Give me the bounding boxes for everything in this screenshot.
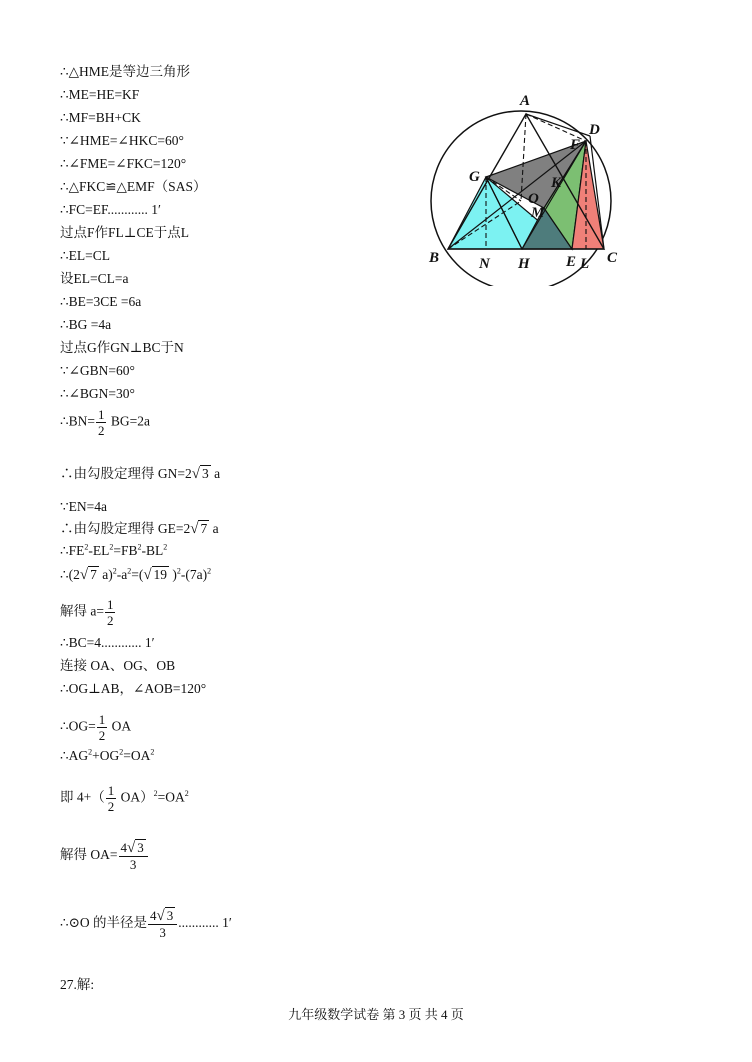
- line-4: ∵∠HME=∠HKC=60°: [60, 133, 184, 148]
- square-root: [190, 520, 209, 538]
- radicand: 7: [90, 567, 97, 582]
- superscript: 2: [153, 789, 158, 799]
- fraction: [106, 783, 117, 814]
- line-17: [60, 465, 220, 483]
- line-21: [60, 566, 211, 584]
- radicand: 3: [166, 908, 174, 923]
- label-o: O: [528, 191, 539, 207]
- text-part: 解得 a=: [60, 603, 104, 619]
- radicand: 7: [200, 521, 208, 536]
- text-part: -(7a): [180, 567, 208, 582]
- square-root: [80, 566, 99, 584]
- line-13: 过点G作GN⊥BC于N: [60, 340, 184, 355]
- line-3: ∴MF=BH+CK: [60, 110, 141, 125]
- superscript: 2: [119, 747, 124, 757]
- label-d: D: [589, 122, 600, 138]
- line-12: ∴BG =4a: [60, 317, 112, 332]
- fraction-numerator: [119, 840, 148, 856]
- line-26: [60, 712, 131, 743]
- superscript: 2: [127, 566, 132, 576]
- label-f: F: [570, 137, 581, 153]
- fraction: [96, 407, 107, 438]
- fraction-numerator: 1: [106, 597, 114, 612]
- text-part: ∴由勾股定理得 GE=2: [60, 521, 191, 536]
- line-20: [60, 542, 167, 560]
- text-part: -EL: [88, 543, 110, 558]
- text-part: ∴(2: [60, 567, 80, 582]
- superscript: 2: [88, 747, 93, 757]
- text-part: -BL: [141, 543, 164, 558]
- text-part: =(: [131, 567, 144, 582]
- radical-sign: √: [191, 466, 200, 482]
- text-part: =OA: [123, 748, 151, 763]
- text-part: =OA: [157, 789, 185, 805]
- label-b: B: [429, 250, 440, 266]
- line-27: [60, 747, 154, 765]
- line-19: [60, 520, 219, 538]
- superscript: 2: [176, 566, 181, 576]
- radical-sign: √: [190, 521, 199, 537]
- fraction-denominator: 2: [97, 423, 105, 438]
- label-m: M: [531, 205, 545, 221]
- text-part: +OG: [92, 748, 120, 763]
- fraction-denominator: 2: [107, 799, 115, 814]
- superscript: 2: [84, 542, 89, 552]
- fraction-numerator: 1: [97, 407, 105, 422]
- fraction-denominator: 2: [106, 613, 114, 628]
- line-23: ∴BC=4............ 1′: [60, 635, 155, 650]
- radical-sign: √: [79, 567, 89, 583]
- text-part: 解得 OA=: [60, 847, 118, 863]
- label-e: E: [566, 254, 577, 270]
- line-2: ∴ME=HE=KF: [60, 87, 140, 102]
- superscript: 2: [207, 566, 212, 576]
- line-1: ∴△HME是等边三角形: [60, 64, 190, 79]
- line-10: 设EL=CL=a: [60, 271, 129, 286]
- radical-sign: √: [127, 840, 136, 856]
- line-16: [60, 407, 150, 438]
- radicand: 3: [137, 840, 144, 855]
- line-15: ∴∠BGN=30°: [60, 386, 135, 401]
- line-9: ∴EL=CL: [60, 248, 110, 263]
- text-part: ∴FE: [60, 543, 85, 558]
- text-part: a: [210, 466, 221, 481]
- label-g: G: [469, 169, 480, 185]
- line-31: 27.解:: [60, 977, 95, 992]
- fraction: [105, 597, 116, 628]
- square-root: [192, 465, 211, 483]
- label-c: C: [607, 250, 618, 266]
- text-part: OA: [108, 718, 132, 734]
- line-11: ∴BE=3CE =6a: [60, 294, 142, 309]
- line-6: ∴△FKC≌△EMF（SAS）: [60, 179, 207, 194]
- text-part: =FB: [113, 543, 138, 558]
- square-root: [157, 908, 176, 924]
- square-root: [127, 840, 146, 856]
- fraction-numerator: [148, 908, 177, 924]
- text-part: ∴AG: [60, 748, 89, 763]
- fraction: [119, 840, 148, 872]
- label-k: K: [551, 175, 562, 191]
- label-n: N: [479, 256, 490, 272]
- square-root: [143, 566, 169, 584]
- text-part: ∴BN=: [60, 413, 95, 429]
- superscript: 2: [150, 747, 155, 757]
- label-h: H: [518, 256, 530, 272]
- fraction-numerator: 1: [107, 783, 115, 798]
- fraction-denominator: 3: [148, 924, 177, 940]
- text-part: OA）: [117, 789, 154, 805]
- label-l: L: [580, 256, 590, 272]
- superscript: 2: [137, 542, 142, 552]
- text-part: a: [209, 521, 219, 536]
- text-part: a): [98, 567, 113, 582]
- radical-sign: √: [143, 567, 152, 583]
- fraction-denominator: 2: [98, 728, 106, 743]
- text-part: BG=2a: [107, 413, 150, 429]
- line-24: 连接 OA、OG、OB: [60, 658, 176, 673]
- radicand: 19: [153, 567, 168, 582]
- line-30: [60, 908, 232, 940]
- line-5: ∴∠FME=∠FKC=120°: [60, 156, 187, 171]
- line-25: ∴OG⊥AB，∠AOB=120°: [60, 681, 207, 696]
- superscript: 2: [109, 542, 114, 552]
- segment-ad: [526, 114, 590, 136]
- fraction: [97, 712, 108, 743]
- coefficient: 4: [150, 908, 157, 923]
- superscript: 2: [163, 542, 168, 552]
- line-29: [60, 840, 149, 872]
- text-part: ∴由勾股定理得 GN=2: [60, 466, 192, 481]
- coefficient: 4: [120, 840, 127, 855]
- line-22: [60, 597, 116, 628]
- radical-sign: √: [156, 908, 165, 924]
- text-part: ∴OG=: [60, 718, 96, 734]
- text-part: -a: [116, 567, 128, 582]
- line-14: ∵∠GBN=60°: [60, 363, 135, 378]
- superscript: 2: [184, 789, 189, 799]
- fraction-numerator: 1: [98, 712, 106, 727]
- superscript: 2: [112, 566, 117, 576]
- text-part: ): [169, 567, 177, 582]
- label-a: A: [520, 93, 531, 109]
- fraction-denominator: 3: [119, 856, 148, 872]
- line-8: 过点F作FL⊥CE于点L: [60, 225, 189, 240]
- text-part: ............ 1′: [178, 915, 232, 931]
- text-part: ∴⊙O 的半径是: [60, 915, 148, 931]
- geometry-figure: [424, 86, 634, 286]
- page-footer: 九年级数学试卷 第 3 页 共 4 页: [288, 1007, 464, 1022]
- radicand: 3: [201, 466, 209, 481]
- text-part: 即 4+（: [60, 789, 105, 805]
- line-18: ∵EN=4a: [60, 499, 107, 514]
- line-28: [60, 783, 189, 814]
- fraction: [148, 908, 177, 940]
- line-7: ∴FC=EF............ 1′: [60, 202, 161, 217]
